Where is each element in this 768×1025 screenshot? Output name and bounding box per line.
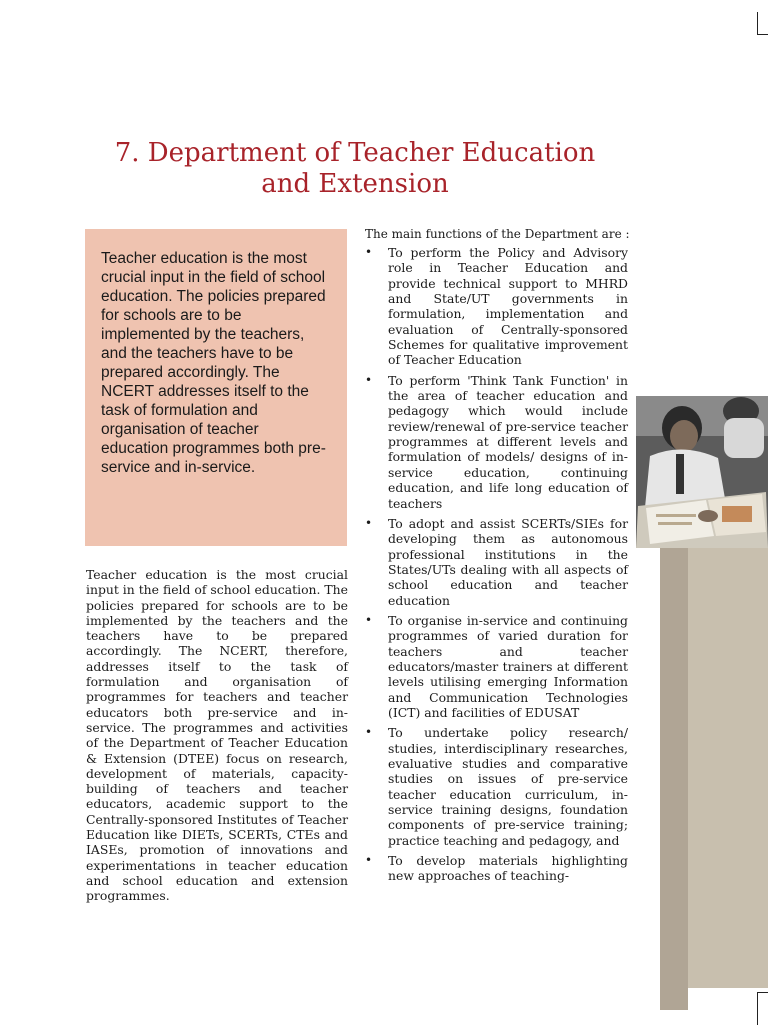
list-item-text: To perform the Policy and Advisory role in Teacher Education and provide technical support to MHRD and State/UT governments in formulation, implementation and evaluation of Centrally-sponsored Schemes for qualitative improvement of Teacher Education: [388, 245, 628, 368]
side-band-dark: [660, 548, 688, 1010]
list-item: [365, 516, 628, 608]
list-item-text: To adopt and assist SCERTs/SIEs for developing them as autonomous professional institutions in the States/UTs dealing with all aspects of school education and teacher education: [388, 515, 628, 608]
side-band-light: [688, 548, 768, 988]
title-line-2: and Extension: [261, 169, 449, 199]
list-item: [365, 613, 628, 720]
body-paragraph: Teacher education is the most crucial input in the field of school education. The policies prepared for schools are to be implemented by the teachers and the teachers have to be prepared accordingly. The NCERT, therefore, addresses itself to the task of formulation and organisation of programmes for teachers and teacher educators both pre-service and in-service. The programmes and activities of the Department of Teacher Education & Extension (DTEE) focus on research, development of materials, capacity-building of teachers and teacher educators, academic support to the Centrally-sponsored Institutes of Teacher Education like DIETs, SCERTs, CTEs and IASEs, promotion of innovations and experimentations in teacher education and school education and extension programmes.: [86, 567, 348, 904]
classroom-photo-icon: [636, 396, 768, 548]
list-item-text: To perform 'Think Tank Function' in the area of teacher education and pedagogy which would include review/renewal of pre-service teacher programmes at different levels and formulation of models/ designs of in-service education, continuing education, and life long education of teachers: [388, 372, 628, 511]
bullet-icon: •: [365, 515, 373, 530]
bullet-icon: •: [365, 372, 373, 387]
callout-box: [85, 229, 347, 546]
title-line-1: 7. Department of Teacher Education: [114, 138, 596, 168]
bullet-icon: •: [365, 612, 373, 627]
crop-mark-bottom: [757, 992, 768, 1025]
classroom-photo: [636, 396, 768, 548]
functions-intro: The main functions of the Department are :: [365, 227, 630, 241]
callout-text: Teacher education is the most crucial input in the field of school education. The policies prepared for schools are to be implemented by the teachers, and the teachers have to be prepared accordingly. The NCERT addresses itself to the task of formulation and organisation of teacher education programmes both pre-service and in-service.: [101, 250, 326, 476]
list-item-text: To organise in-service and continuing programmes of varied duration for teachers and teacher educators/master trainers at different levels utilising emerging Information and Communication Technologies (ICT) and facilities of EDUSAT: [388, 612, 628, 720]
list-item: [365, 373, 628, 511]
list-item: [365, 853, 628, 884]
list-item: [365, 725, 628, 848]
bullet-icon: •: [365, 725, 373, 740]
page-title: [80, 138, 630, 200]
list-item-text: To undertake policy research/ studies, interdisciplinary researches, evaluative studies and comparative studies on issues of pre-service teacher education curriculum, in-service training designs, foundation components of pre-service training; practice teaching and pedagogy, and: [388, 725, 628, 848]
functions-list: [365, 245, 628, 889]
list-item: [365, 245, 628, 368]
bullet-icon: •: [365, 245, 373, 259]
crop-mark-top: [757, 12, 768, 35]
bullet-icon: •: [365, 853, 373, 868]
list-item-text: To develop materials highlighting new approaches of teaching-: [388, 853, 628, 884]
